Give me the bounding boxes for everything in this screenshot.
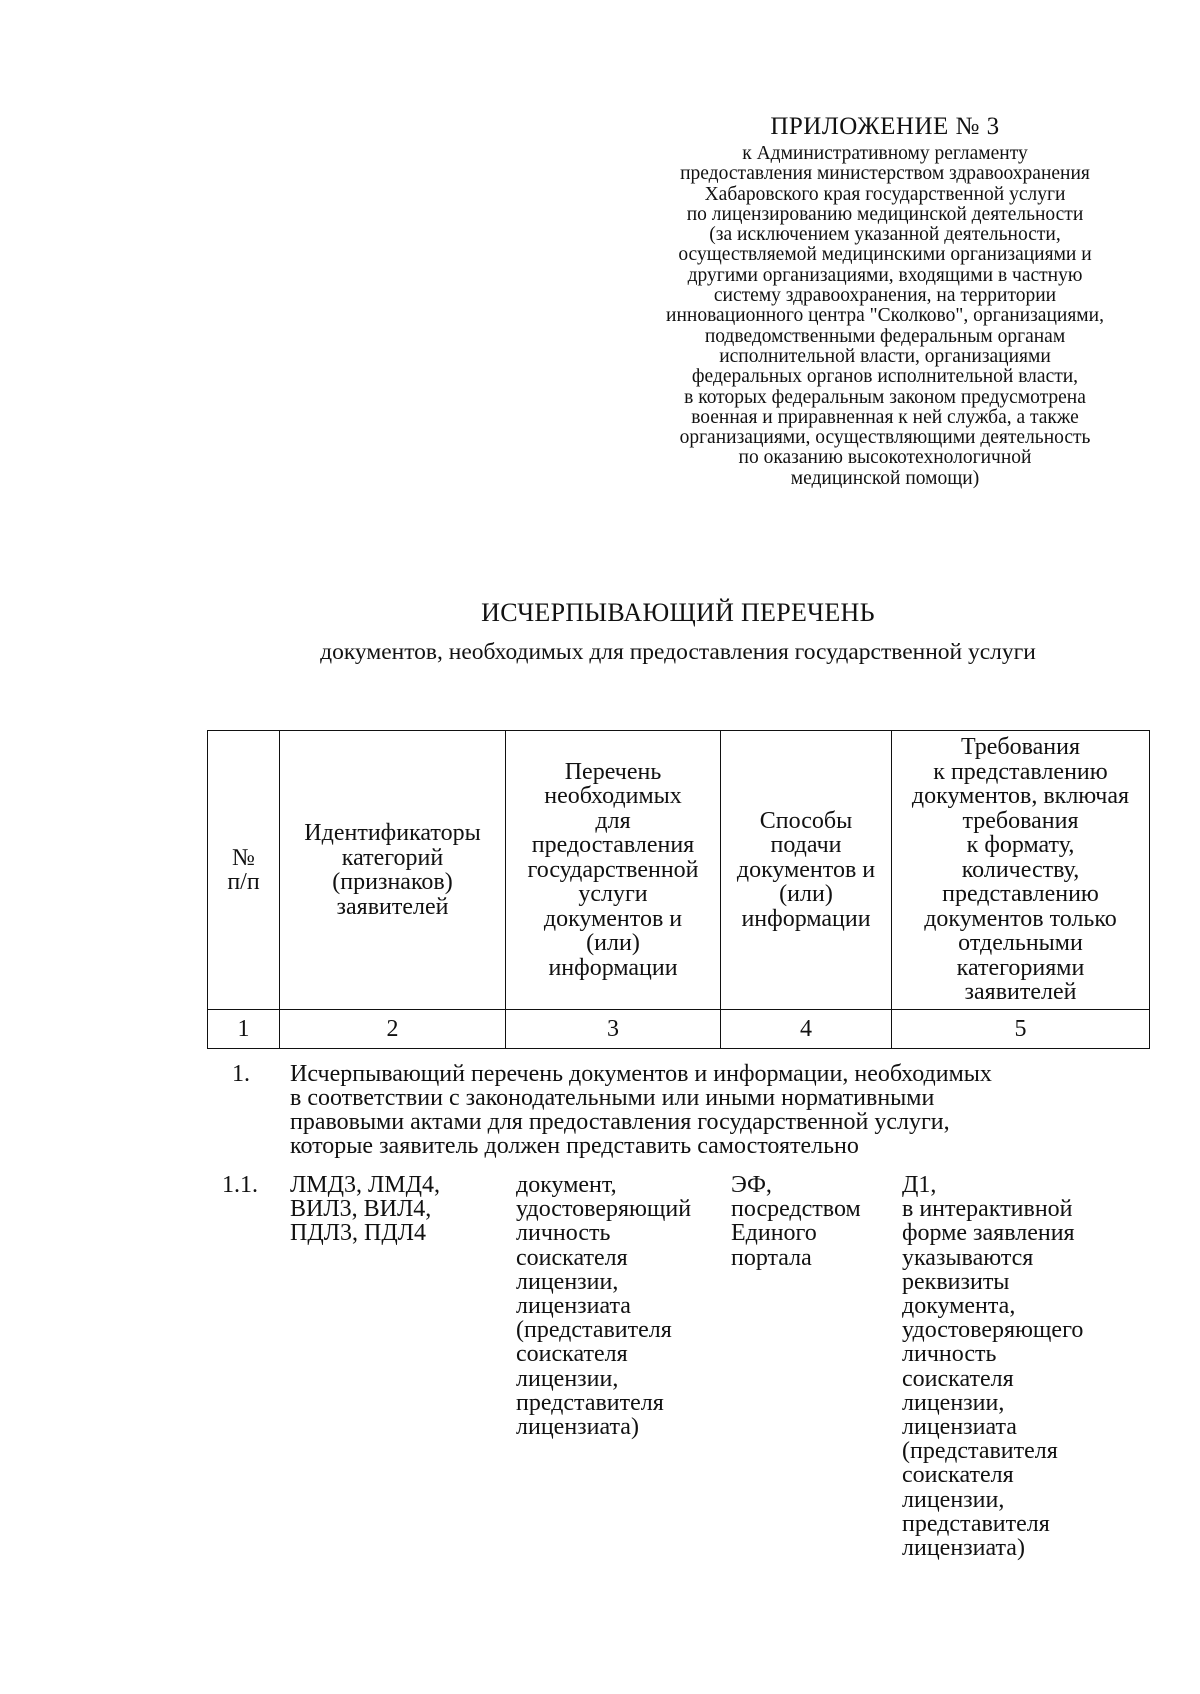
annex-line: инновационного центра "Сколково", организациями, bbox=[666, 305, 1104, 327]
annex-line: в которых федеральным законом предусмотрена bbox=[684, 386, 1086, 408]
annex-line: осуществляемой медицинскими организациями и bbox=[678, 244, 1092, 266]
annex-text bbox=[620, 144, 1150, 489]
header-cell-methods: Способы подачи документов и (или) информации bbox=[721, 731, 892, 1010]
annex-line: медицинской помощи) bbox=[790, 467, 980, 489]
column-number: 2 bbox=[280, 1010, 506, 1049]
annex-line: к Административному регламенту bbox=[742, 143, 1028, 164]
column-number: 1 bbox=[208, 1010, 280, 1049]
annex-line: Хабаровского края государственной услуги bbox=[704, 183, 1066, 205]
annex-line: другими организациями, входящими в частную bbox=[687, 264, 1083, 286]
column-number: 4 bbox=[721, 1010, 892, 1049]
document-subtitle: документов, необходимых для предоставления государственной услуги bbox=[320, 639, 1036, 665]
row-document: документ, удостоверяющий личность соискателя лицензии, лицензиата (представителя соискателя лицензии, представителя лицензиата) bbox=[516, 1172, 692, 1441]
table-header-row bbox=[208, 731, 1150, 1010]
annex-line: федеральных органов исполнительной власти, bbox=[691, 366, 1079, 388]
header-cell-requirements: Требования к представлению документов, включая требования к формату, количеству, представлению документов только отдельными категориями заявителей bbox=[892, 731, 1150, 1010]
row-requirements: Д1, в интерактивной форме заявления указываются реквизиты документа, удостоверяющего личность соискателя лицензии, лицензиата (представителя соискателя лицензии, представителя лицензиата) bbox=[902, 1172, 1084, 1562]
section-text: Исчерпывающий перечень документов и информации, необходимых в соответствии с законодательными или иными нормативными правовыми актами для предоставления государственной услуги, которые заявитель должен представить самостоятельно bbox=[290, 1061, 992, 1159]
annex-line: по лицензированию медицинской деятельности bbox=[686, 203, 1084, 225]
column-number: 5 bbox=[892, 1010, 1150, 1049]
document-title: ИСЧЕРПЫВАЮЩИЙ ПЕРЕЧЕНЬ bbox=[481, 598, 875, 627]
annex-line: предоставления министерством здравоохранения bbox=[680, 163, 1090, 185]
annex-line: систему здравоохранения, на территории bbox=[713, 285, 1057, 307]
section-number: 1. bbox=[232, 1061, 250, 1087]
row-method: ЭФ, посредством Единого портала bbox=[731, 1172, 861, 1271]
column-number-row bbox=[208, 1010, 1150, 1049]
row-number: 1.1. bbox=[222, 1172, 258, 1198]
annex-line: по оказанию высокотехнологичной bbox=[738, 447, 1032, 469]
annex-line: (за исключением указанной деятельности, bbox=[709, 224, 1061, 246]
header-cell-identifiers: Идентификаторы категорий (признаков) заявителей bbox=[280, 731, 506, 1010]
annex-title: ПРИЛОЖЕНИЕ № 3 bbox=[770, 113, 1000, 140]
column-number: 3 bbox=[506, 1010, 721, 1049]
row-identifiers: ЛМД3, ЛМД4, ВИЛ3, ВИЛ4, ПДЛ3, ПДЛ4 bbox=[290, 1172, 440, 1247]
header-cell-documents: Перечень необходимых для предоставления государственной услуги документов и (или) информации bbox=[506, 731, 721, 1010]
annex-line: военная и приравненная к ней служба, а также bbox=[691, 406, 1079, 428]
annex-header bbox=[620, 112, 1150, 489]
header-cell-number: № п/п bbox=[208, 731, 280, 1010]
annex-line: подведомственными федеральным органам bbox=[704, 325, 1066, 347]
annex-line: организациями, осуществляющими деятельность bbox=[679, 427, 1091, 449]
documents-table-header bbox=[207, 730, 1150, 1049]
annex-line: исполнительной власти, организациями bbox=[719, 345, 1051, 367]
